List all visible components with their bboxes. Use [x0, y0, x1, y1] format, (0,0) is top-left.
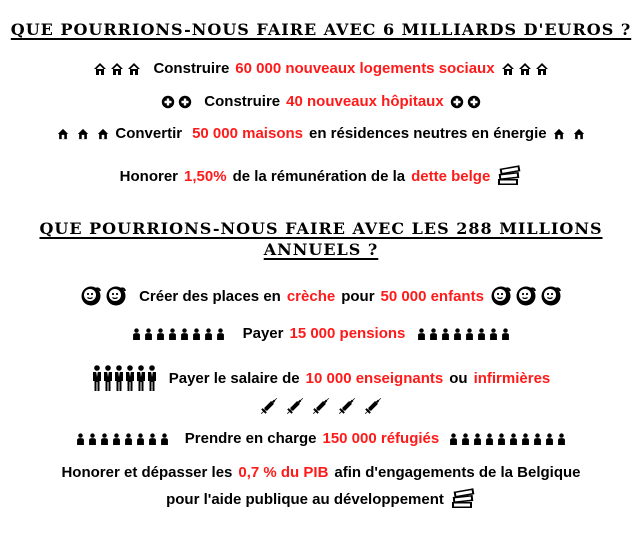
person-icon: [180, 328, 189, 340]
person-icon: [160, 433, 169, 445]
section2-title-line1: QUE POURRIONS-NOUS FAIRE AVEC LES 288 MILLIONS: [39, 219, 603, 238]
small-house-icon: [553, 128, 565, 140]
line-highlight: 1,50%: [184, 167, 227, 185]
person-icon-group-left: [76, 433, 169, 445]
hospital-cross-icon-group-left: [161, 95, 192, 109]
line-pre: Payer: [242, 325, 284, 342]
person-icon: [76, 433, 85, 445]
person-icon: [417, 328, 426, 340]
small-house-icon-group-left: [57, 128, 109, 140]
person-icon: [132, 328, 141, 340]
line-pre: Payer le salaire de: [168, 369, 300, 387]
person-icon: [501, 328, 510, 340]
teacher-icon: [147, 365, 157, 391]
line-highlight: crèche: [286, 287, 336, 305]
section2-title-line2: ANNUELS ?: [263, 239, 379, 259]
syringe-icon: [362, 395, 384, 417]
line-mid: ou: [449, 369, 468, 387]
line-highlight-2: infirmières: [473, 369, 551, 387]
person-icon: [429, 328, 438, 340]
money-stack-icon: [496, 165, 522, 187]
money-stack-icon: [450, 488, 476, 510]
person-icon: [533, 433, 542, 445]
small-house-icon: [97, 128, 109, 140]
syringe-icon-group: [258, 395, 384, 417]
person-icon: [489, 328, 498, 340]
line-pre: Honorer: [119, 167, 179, 185]
person-icon: [461, 433, 470, 445]
line-mid: pour: [341, 287, 375, 305]
hospital-cross-icon: [161, 95, 175, 109]
line-mid: afin d'engagements de la Belgique: [334, 464, 581, 481]
line-highlight: 60 000 nouveaux logements sociaux: [235, 60, 495, 77]
syringe-icon: [258, 395, 280, 417]
line-pre: Créer des places en: [139, 287, 281, 305]
line-hopitaux: [0, 93, 642, 110]
person-icon: [136, 433, 145, 445]
line-logements: [0, 60, 642, 77]
line-highlight-2: 50 000 enfants: [380, 287, 484, 305]
house-icon: [535, 62, 549, 76]
person-icon: [124, 433, 133, 445]
line-highlight: 40 nouveaux hôpitaux: [286, 93, 444, 110]
syringe-icon: [336, 395, 358, 417]
line-pensions: [0, 325, 642, 342]
person-icon: [204, 328, 213, 340]
line-highlight: 150 000 réfugiés: [322, 430, 440, 447]
line-maisons: [0, 125, 642, 142]
teacher-icon: [103, 365, 113, 391]
hospital-cross-icon-group-right: [450, 95, 481, 109]
line-mid: en résidences neutres en énergie: [308, 125, 547, 142]
baby-icon: [515, 285, 537, 307]
hospital-cross-icon: [450, 95, 464, 109]
person-icon: [485, 433, 494, 445]
small-house-icon-group-right: [553, 128, 585, 140]
line-salaire: [0, 365, 642, 391]
person-icon-group-right: [449, 433, 566, 445]
baby-icon: [490, 285, 512, 307]
person-icon-group-right: [417, 328, 510, 340]
line-post: pour l'aide publique au développement: [166, 490, 444, 508]
baby-icon: [540, 285, 562, 307]
person-icon: [88, 433, 97, 445]
teacher-icon: [136, 365, 146, 391]
house-icon-group-left: [93, 62, 141, 76]
house-icon: [518, 62, 532, 76]
line-pre: Prendre en charge: [184, 430, 317, 447]
small-house-icon: [77, 128, 89, 140]
person-icon: [477, 328, 486, 340]
person-icon: [557, 433, 566, 445]
line-pre: Construire: [153, 60, 230, 77]
line-highlight: 50 000 maisons: [192, 125, 303, 142]
line-refugies: [0, 430, 642, 447]
syringe-row: [0, 395, 642, 417]
person-icon: [465, 328, 474, 340]
person-icon: [156, 328, 165, 340]
baby-icon: [105, 285, 127, 307]
house-icon: [110, 62, 124, 76]
section1-title: QUE POURRIONS-NOUS FAIRE AVEC 6 MILLIARDS D'EUROS ?: [10, 20, 632, 39]
baby-icon: [80, 285, 102, 307]
line-highlight: 15 000 pensions: [289, 325, 406, 342]
syringe-icon: [284, 395, 306, 417]
person-icon: [144, 328, 153, 340]
person-icon: [449, 433, 458, 445]
teacher-icon: [92, 365, 102, 391]
teacher-icon: [114, 365, 124, 391]
hospital-cross-icon: [178, 95, 192, 109]
house-icon-group-right: [501, 62, 549, 76]
person-icon: [112, 433, 121, 445]
small-house-icon: [57, 128, 69, 140]
teacher-icon-group: [92, 365, 157, 391]
house-icon: [127, 62, 141, 76]
syringe-icon: [310, 395, 332, 417]
line-creche: [0, 285, 642, 307]
line-highlight: 0,7 % du PIB: [238, 464, 329, 481]
line-pib-2: [0, 488, 642, 510]
person-icon: [192, 328, 201, 340]
line-dette: [0, 165, 642, 187]
person-icon: [545, 433, 554, 445]
house-icon: [93, 62, 107, 76]
person-icon: [168, 328, 177, 340]
person-icon-group-left: [132, 328, 225, 340]
person-icon: [441, 328, 450, 340]
person-icon: [453, 328, 462, 340]
line-pre: Convertir: [115, 125, 183, 142]
person-icon: [521, 433, 530, 445]
section2-title: [0, 219, 642, 261]
person-icon: [509, 433, 518, 445]
teacher-icon: [125, 365, 135, 391]
house-icon: [501, 62, 515, 76]
person-icon: [148, 433, 157, 445]
line-mid: de la rémunération de la: [232, 167, 406, 185]
line-highlight-2: dette belge: [411, 167, 491, 185]
person-icon: [497, 433, 506, 445]
line-pre: Honorer et dépasser les: [61, 464, 233, 481]
line-pib: [0, 464, 642, 481]
person-icon: [473, 433, 482, 445]
baby-icon-group-right: [490, 285, 562, 307]
line-pre: Construire: [204, 93, 281, 110]
small-house-icon: [573, 128, 585, 140]
hospital-cross-icon: [467, 95, 481, 109]
person-icon: [216, 328, 225, 340]
baby-icon-group-left: [80, 285, 127, 307]
person-icon: [100, 433, 109, 445]
line-highlight: 10 000 enseignants: [305, 369, 444, 387]
